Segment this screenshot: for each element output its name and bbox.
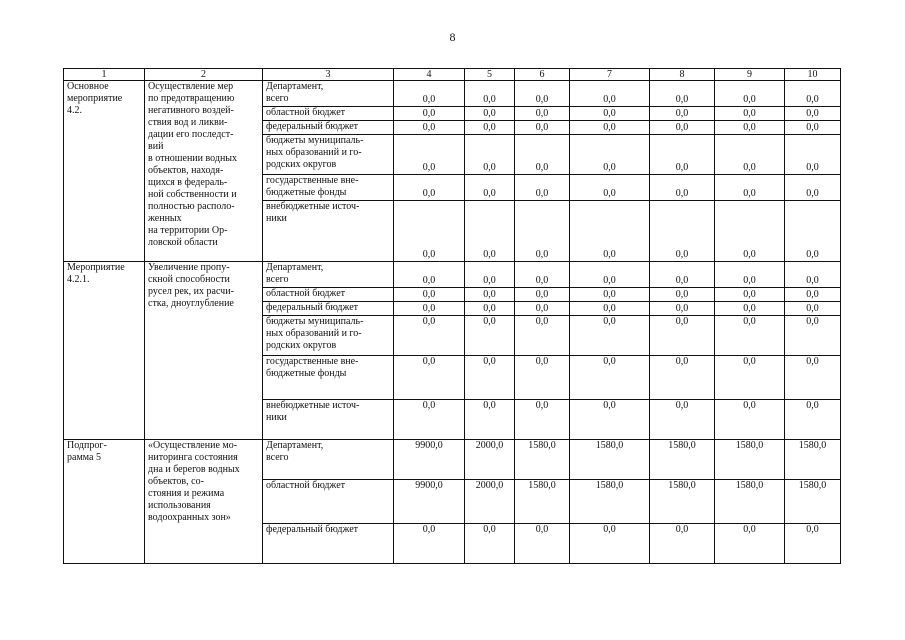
funding-value: 0,0 — [715, 524, 785, 564]
funding-value: 0,0 — [515, 121, 570, 135]
funding-value: 0,0 — [515, 316, 570, 356]
funding-source-label: государственные вне- бюджетные фонды — [263, 175, 394, 201]
funding-value: 0,0 — [465, 356, 515, 400]
funding-value: 0,0 — [465, 201, 515, 262]
event-code: Мероприятие 4.2.1. — [64, 262, 145, 440]
funding-value: 1580,0 — [650, 480, 715, 524]
column-number: 2 — [145, 69, 263, 81]
funding-value: 0,0 — [650, 356, 715, 400]
column-number: 10 — [785, 69, 841, 81]
funding-value: 1580,0 — [515, 440, 570, 480]
event-code: Подпрог- рамма 5 — [64, 440, 145, 564]
funding-value: 0,0 — [465, 400, 515, 440]
column-number: 3 — [263, 69, 394, 81]
funding-value: 9900,0 — [394, 480, 465, 524]
funding-value: 0,0 — [465, 175, 515, 201]
column-number: 8 — [650, 69, 715, 81]
funding-value: 0,0 — [515, 400, 570, 440]
funding-value: 0,0 — [715, 262, 785, 288]
funding-value: 0,0 — [715, 302, 785, 316]
funding-value: 0,0 — [570, 302, 650, 316]
funding-value: 0,0 — [394, 302, 465, 316]
funding-value: 0,0 — [515, 201, 570, 262]
funding-value: 0,0 — [715, 121, 785, 135]
funding-value: 0,0 — [570, 524, 650, 564]
funding-value: 0,0 — [785, 107, 841, 121]
funding-value: 9900,0 — [394, 440, 465, 480]
funding-value: 0,0 — [570, 121, 650, 135]
funding-source-label: федеральный бюджет — [263, 121, 394, 135]
column-number: 7 — [570, 69, 650, 81]
funding-source-label: Департамент, всего — [263, 262, 394, 288]
funding-value: 0,0 — [465, 288, 515, 302]
table-row — [64, 262, 841, 288]
funding-value: 1580,0 — [570, 480, 650, 524]
funding-value: 0,0 — [570, 81, 650, 107]
funding-source-label: Департамент, всего — [263, 440, 394, 480]
column-number: 9 — [715, 69, 785, 81]
funding-value: 0,0 — [650, 201, 715, 262]
funding-value: 0,0 — [515, 288, 570, 302]
funding-source-label: федеральный бюджет — [263, 524, 394, 564]
funding-value: 0,0 — [715, 107, 785, 121]
funding-value: 0,0 — [465, 121, 515, 135]
funding-value: 0,0 — [394, 175, 465, 201]
funding-value: 0,0 — [650, 81, 715, 107]
funding-value: 0,0 — [465, 302, 515, 316]
funding-value: 0,0 — [715, 81, 785, 107]
funding-value: 0,0 — [570, 262, 650, 288]
funding-value: 0,0 — [570, 356, 650, 400]
funding-value: 0,0 — [785, 356, 841, 400]
funding-value: 0,0 — [785, 316, 841, 356]
funding-value: 0,0 — [465, 81, 515, 107]
funding-value: 0,0 — [650, 316, 715, 356]
funding-value: 0,0 — [715, 356, 785, 400]
funding-value: 0,0 — [394, 400, 465, 440]
funding-value: 0,0 — [394, 201, 465, 262]
header-row — [64, 69, 841, 81]
funding-value: 2000,0 — [465, 440, 515, 480]
funding-value: 0,0 — [715, 175, 785, 201]
funding-value: 1580,0 — [785, 480, 841, 524]
funding-value: 0,0 — [515, 262, 570, 288]
funding-source-label: областной бюджет — [263, 480, 394, 524]
budget-table — [63, 68, 841, 564]
funding-value: 0,0 — [650, 262, 715, 288]
funding-value: 0,0 — [785, 524, 841, 564]
column-number: 5 — [465, 69, 515, 81]
funding-value: 0,0 — [570, 107, 650, 121]
funding-value: 0,0 — [650, 302, 715, 316]
column-number: 6 — [515, 69, 570, 81]
funding-value: 0,0 — [785, 175, 841, 201]
funding-value: 0,0 — [465, 107, 515, 121]
funding-value: 0,0 — [465, 135, 515, 175]
funding-source-label: внебюджетные источ- ники — [263, 201, 394, 262]
funding-value: 0,0 — [785, 262, 841, 288]
funding-source-label: бюджеты муниципаль- ных образований и го- родских округов — [263, 135, 394, 175]
funding-value: 0,0 — [394, 107, 465, 121]
funding-value: 0,0 — [570, 201, 650, 262]
funding-value: 0,0 — [650, 288, 715, 302]
funding-value: 0,0 — [785, 400, 841, 440]
funding-value: 0,0 — [570, 288, 650, 302]
event-title: Осуществление мер по предотвращению негативного воздей- ствия вод и ликви- дации его последст- вий в отношении водных объектов, находя- щихся в федераль- ной собственности и полностью располо- женных на территории Ор- ловской области — [145, 81, 263, 262]
funding-value: 0,0 — [785, 121, 841, 135]
funding-source-label: государственные вне- бюджетные фонды — [263, 356, 394, 400]
funding-value: 0,0 — [515, 302, 570, 316]
funding-value: 0,0 — [715, 288, 785, 302]
funding-value: 0,0 — [465, 524, 515, 564]
funding-value: 0,0 — [394, 135, 465, 175]
table-row — [64, 440, 841, 480]
funding-value: 2000,0 — [465, 480, 515, 524]
funding-value: 0,0 — [650, 175, 715, 201]
funding-value: 0,0 — [570, 316, 650, 356]
funding-value: 0,0 — [785, 288, 841, 302]
funding-source-label: федеральный бюджет — [263, 302, 394, 316]
funding-value: 0,0 — [394, 356, 465, 400]
funding-value: 0,0 — [570, 400, 650, 440]
funding-value: 0,0 — [570, 135, 650, 175]
funding-value: 0,0 — [650, 121, 715, 135]
funding-value: 0,0 — [715, 400, 785, 440]
funding-value: 0,0 — [394, 288, 465, 302]
funding-value: 1580,0 — [570, 440, 650, 480]
funding-value: 0,0 — [515, 81, 570, 107]
funding-value: 0,0 — [394, 121, 465, 135]
funding-value: 0,0 — [650, 135, 715, 175]
funding-value: 0,0 — [715, 135, 785, 175]
funding-value: 0,0 — [465, 316, 515, 356]
funding-value: 1580,0 — [715, 480, 785, 524]
funding-value: 0,0 — [394, 524, 465, 564]
funding-value: 0,0 — [515, 524, 570, 564]
funding-source-label: внебюджетные источ- ники — [263, 400, 394, 440]
funding-source-label: бюджеты муниципаль- ных образований и го- родских округов — [263, 316, 394, 356]
funding-value: 1580,0 — [785, 440, 841, 480]
funding-value: 0,0 — [785, 201, 841, 262]
funding-value: 0,0 — [515, 107, 570, 121]
funding-value: 0,0 — [394, 81, 465, 107]
funding-value: 0,0 — [515, 175, 570, 201]
funding-value: 0,0 — [515, 356, 570, 400]
page-number: 8 — [449, 30, 456, 44]
funding-source-label: областной бюджет — [263, 288, 394, 302]
funding-value: 1580,0 — [650, 440, 715, 480]
funding-value: 1580,0 — [715, 440, 785, 480]
funding-value: 1580,0 — [515, 480, 570, 524]
funding-value: 0,0 — [570, 175, 650, 201]
funding-value: 0,0 — [785, 81, 841, 107]
event-title: «Осуществление мо- ниторинга состояния дна и берегов водных объектов, со- стояния и режима использования водоохранных зон» — [145, 440, 263, 564]
funding-source-label: Департамент, всего — [263, 81, 394, 107]
funding-value: 0,0 — [650, 524, 715, 564]
funding-value: 0,0 — [650, 400, 715, 440]
funding-value: 0,0 — [394, 316, 465, 356]
event-code: Основное мероприятие 4.2. — [64, 81, 145, 262]
funding-value: 0,0 — [515, 135, 570, 175]
column-number: 4 — [394, 69, 465, 81]
funding-value: 0,0 — [394, 262, 465, 288]
funding-value: 0,0 — [715, 316, 785, 356]
event-title: Увеличение пропу- скной способности русел рек, их расчи- стка, дноуглубление — [145, 262, 263, 440]
funding-value: 0,0 — [785, 302, 841, 316]
column-number: 1 — [64, 69, 145, 81]
table-row — [64, 81, 841, 107]
funding-value: 0,0 — [465, 262, 515, 288]
funding-source-label: областной бюджет — [263, 107, 394, 121]
funding-value: 0,0 — [650, 107, 715, 121]
funding-value: 0,0 — [715, 201, 785, 262]
funding-value: 0,0 — [785, 135, 841, 175]
